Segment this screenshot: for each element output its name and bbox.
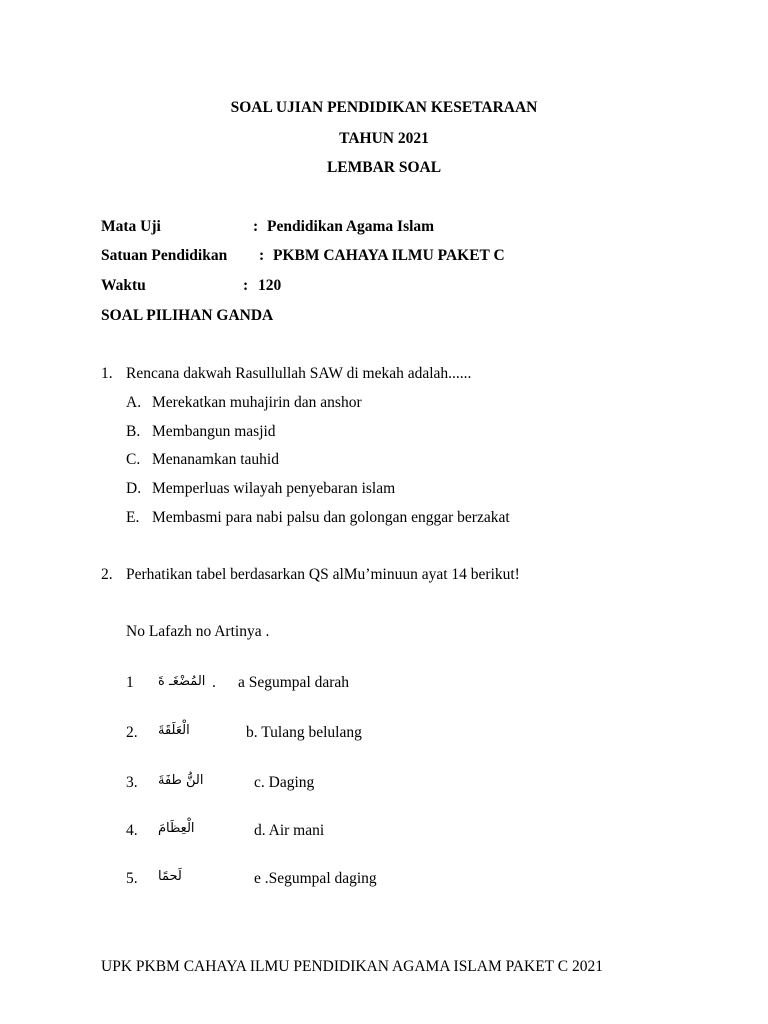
option-text: Memperluas wilayah penyebaran islam: [152, 480, 396, 497]
arabic-lafazh: لَحمًا: [158, 869, 182, 884]
row-number: 3.: [126, 774, 138, 791]
arabic-lafazh: المُضْغَـ ةَ: [158, 674, 206, 689]
option-text: Membasmi para nabi palsu dan golongan enggar berzakat: [152, 509, 510, 526]
arabic-lafazh: النُّ طفَةَ: [158, 773, 204, 788]
table-header: No Lafazh no Artinya .: [126, 623, 270, 640]
info-label-waktu: Waktu: [101, 277, 146, 294]
option-text: Membangun masjid: [152, 423, 276, 440]
row-meaning: b. Tulang belulang: [246, 724, 362, 741]
document-subtitle: LEMBAR SOAL: [326, 159, 442, 176]
section-title: SOAL PILIHAN GANDA: [101, 307, 274, 324]
arabic-lafazh: الْعَلَقَةَ: [158, 723, 190, 738]
option-letter: B.: [126, 423, 141, 440]
row-number: 4.: [126, 822, 138, 839]
info-colon: :: [253, 218, 259, 235]
info-colon: :: [259, 247, 265, 264]
row-meaning: a Segumpal darah: [238, 674, 350, 691]
option-letter: E.: [126, 509, 140, 526]
info-label-mata-uji: Mata Uji: [101, 218, 161, 235]
info-colon: :: [243, 277, 249, 294]
question-text: Perhatikan tabel berdasarkan QS alMu’minuun ayat 14 berikut!: [126, 566, 520, 583]
row-meaning: e .Segumpal daging: [254, 870, 377, 887]
document-title: SOAL UJIAN PENDIDIKAN KESETARAAN: [230, 99, 538, 116]
option-letter: A.: [126, 394, 142, 411]
page-footer: UPK PKBM CAHAYA ILMU PENDIDIKAN AGAMA ISLAM PAKET C 2021: [101, 958, 603, 975]
arabic-lafazh: الْعِظَامَ: [158, 821, 195, 836]
info-value-mata-uji: Pendidikan Agama Islam: [267, 218, 435, 235]
row-meaning: d. Air mani: [254, 822, 325, 839]
info-value-satuan: PKBM CAHAYA ILMU PAKET C: [273, 247, 505, 264]
info-label-satuan: Satuan Pendidikan: [101, 247, 228, 264]
row-meaning: c. Daging: [254, 774, 315, 791]
row-number: 2.: [126, 724, 138, 741]
question-text: Rencana dakwah Rasullullah SAW di mekah adalah......: [126, 365, 472, 382]
row-number: 1: [126, 674, 134, 691]
info-value-waktu: 120: [258, 277, 282, 294]
question-number: 1.: [101, 365, 113, 382]
document-year: TAHUN 2021: [339, 130, 429, 147]
option-letter: D.: [126, 480, 142, 497]
question-number: 2.: [101, 566, 113, 583]
option-text: Merekatkan muhajirin dan anshor: [152, 394, 362, 411]
option-letter: C.: [126, 451, 141, 468]
row-number: 5.: [126, 870, 138, 887]
option-text: Menanamkan tauhid: [152, 451, 279, 468]
row-dot: .: [212, 674, 216, 691]
